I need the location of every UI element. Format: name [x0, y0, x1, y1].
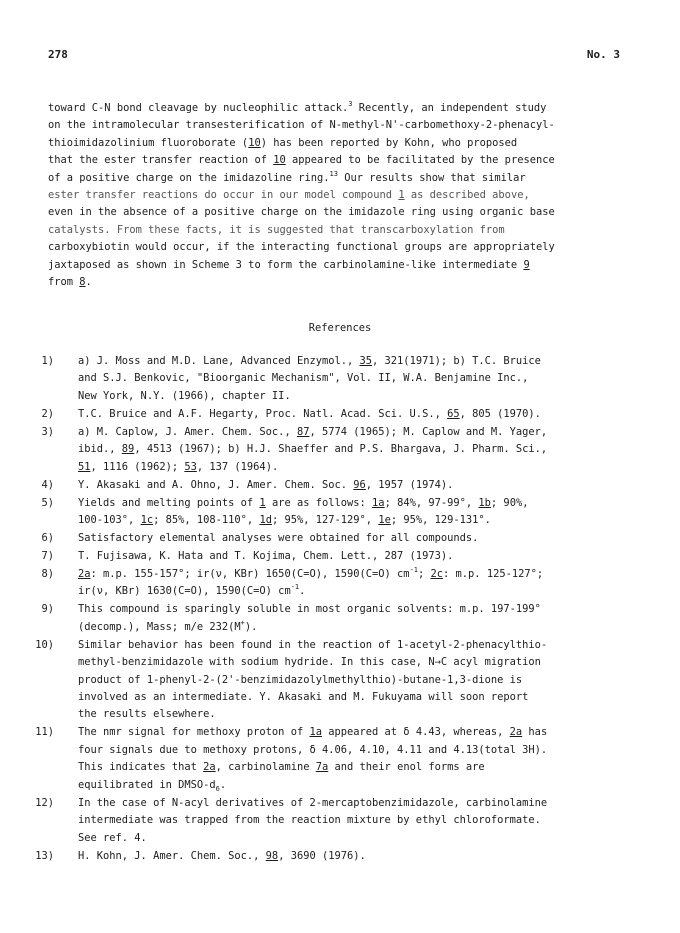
- text-segment: , 4513 (1967); b) H.J. Shaeffer and P.S. Bhargava, J. Pharm. Sci.,: [134, 443, 548, 456]
- reference-item: [28, 548, 648, 565]
- reference-line: [78, 601, 648, 618]
- text-segment: toward C-N bond cleavage by nucleophilic attack.: [48, 102, 349, 114]
- reference-number: 11): [35, 726, 54, 739]
- body-line: [48, 239, 638, 256]
- text-segment: a) M. Caplow, J. Amer. Chem. Soc.,: [78, 425, 297, 438]
- text-segment: four signals due to methoxy protons, δ 4.06, 4.10, 4.11 and 4.13(total 3H).: [78, 743, 548, 756]
- reference-line: [78, 706, 648, 723]
- underlined-text: 2a: [509, 726, 523, 739]
- text-segment: .: [219, 778, 227, 791]
- text-segment: , carbinolamine: [215, 761, 316, 774]
- reference-line: [78, 619, 648, 636]
- body-line: [48, 257, 638, 274]
- references-heading: References: [308, 322, 372, 334]
- reference-line: [78, 637, 648, 654]
- reference-number: 12): [35, 796, 54, 809]
- underlined-text: 2a: [203, 761, 216, 774]
- text-segment: as described above,: [404, 189, 530, 202]
- text-segment: , 1116 (1962);: [90, 460, 185, 473]
- reference-number: 7): [41, 550, 54, 563]
- text-segment: : m.p. 125-127°;: [443, 568, 544, 581]
- text-segment: involved as an intermediate. Y. Akasaki and M. Fukuyama will soon report: [78, 691, 529, 704]
- reference-line: [78, 424, 648, 441]
- reference-line: [78, 777, 648, 794]
- reference-line: [78, 495, 648, 512]
- text-segment: ; 95%, 127-129°,: [271, 514, 379, 527]
- text-segment: T.C. Bruice and A.F. Hegarty, Proc. Natl. Acad. Sci. U.S.,: [78, 407, 448, 420]
- text-segment: ir(ν, KBr) 1630(C=O), 1590(C=O) cm: [78, 585, 291, 598]
- reference-item: [28, 795, 648, 847]
- underlined-text: 1a: [309, 726, 322, 739]
- underlined-text: 1d: [259, 514, 272, 527]
- text-segment: from: [48, 276, 80, 289]
- reference-line: [78, 742, 648, 759]
- superscript: 3: [348, 100, 353, 108]
- underlined-text: 1b: [478, 496, 491, 509]
- reference-number: 10): [35, 638, 54, 651]
- text-segment: , 805 (1970).: [459, 407, 541, 420]
- body-line: [48, 204, 638, 221]
- text-segment: Recently, an independent study: [352, 102, 547, 114]
- text-segment: H. Kohn, J. Amer. Chem. Soc.,: [78, 849, 266, 862]
- superscript: 13: [329, 169, 338, 178]
- body-line: [48, 135, 638, 152]
- reference-line: [78, 459, 648, 476]
- underlined-text: 9: [523, 258, 530, 271]
- text-segment: on the intramolecular transesterification of N-methyl-N'-carbomethoxy-2-phenacyl-: [48, 119, 555, 132]
- reference-line: [78, 512, 648, 529]
- text-segment: Satisfactory elemental analyses were obtained for all compounds.: [78, 532, 479, 545]
- reference-number: 9): [41, 603, 54, 616]
- underlined-text: 8: [79, 276, 86, 289]
- reference-line: [78, 388, 648, 405]
- text-segment: Similar behavior has been found in the reaction of 1-acetyl-2-phenacylthio-: [78, 638, 548, 651]
- underlined-text: 98: [265, 849, 279, 862]
- reference-item: [28, 724, 648, 794]
- reference-line: [78, 353, 648, 370]
- text-segment: Y. Akasaki and A. Ohno, J. Amer. Chem. Soc.: [78, 478, 354, 491]
- reference-number: 6): [41, 532, 54, 545]
- text-segment: catalysts. From these facts, it is suggested that transcarboxylation from: [48, 223, 505, 236]
- text-segment: ; 85%, 108-110°,: [153, 514, 260, 527]
- underlined-text: 65: [447, 407, 460, 420]
- text-segment: This indicates that: [78, 761, 204, 774]
- text-segment: of a positive charge on the imidazoline ring.: [48, 171, 330, 184]
- text-segment: ; 84%, 97-99°,: [384, 496, 479, 509]
- text-segment: Yields and melting points of: [78, 496, 260, 509]
- reference-line: [78, 795, 648, 812]
- underlined-text: 1a: [372, 496, 385, 509]
- text-segment: methyl-benzimidazole with sodium hydride. In this case, N→C acyl migration: [78, 656, 541, 669]
- underlined-text: 10: [248, 136, 261, 149]
- reference-line: [78, 477, 648, 494]
- underlined-text: 87: [296, 425, 310, 438]
- text-segment: that the ester transfer reaction of: [48, 154, 274, 167]
- reference-number: 3): [41, 425, 54, 438]
- reference-item: [28, 424, 648, 476]
- reference-line: [78, 548, 648, 565]
- text-segment: are as follows:: [265, 496, 373, 509]
- text-segment: T. Fujisawa, K. Hata and T. Kojima, Chem. Lett., 287 (1973).: [78, 550, 454, 563]
- underlined-text: 1: [259, 496, 266, 509]
- text-segment: This compound is sparingly soluble in most organic solvents: m.p. 197-199°: [78, 603, 541, 616]
- text-segment: appeared at δ 4.43, whereas,: [321, 726, 510, 739]
- text-segment: , 3690 (1976).: [278, 849, 366, 862]
- reference-line: [78, 724, 648, 741]
- body-paragraph: [48, 100, 638, 291]
- body-line: [48, 152, 638, 169]
- reference-line: [78, 583, 648, 600]
- underlined-text: 51: [78, 460, 91, 473]
- body-line: [48, 187, 638, 204]
- reference-number: 1): [41, 355, 54, 367]
- text-segment: 100-103°,: [78, 514, 141, 527]
- reference-line: [78, 848, 648, 865]
- reference-line: [78, 812, 648, 829]
- reference-number: 4): [41, 478, 54, 491]
- underlined-text: 1c: [140, 514, 154, 527]
- superscript: -1: [409, 566, 418, 575]
- reference-item: [28, 477, 648, 494]
- text-segment: carboxybiotin would occur, if the interacting functional groups are appropriately: [48, 241, 555, 254]
- reference-number: 5): [41, 496, 54, 509]
- reference-item: [28, 530, 648, 547]
- text-segment: , 1957 (1974).: [365, 478, 454, 491]
- text-segment: .: [85, 276, 92, 289]
- text-segment: equilibrated in DMSO-d: [78, 778, 216, 791]
- subscript: 6: [215, 784, 220, 793]
- text-segment: product of 1-phenyl-2-(2'-benzimidazolylmethylthio)-butane-1,3-dione is: [78, 673, 523, 686]
- reference-line: [78, 830, 648, 847]
- underlined-text: 1e: [378, 514, 391, 527]
- superscript: +: [240, 618, 245, 627]
- reference-number: 8): [41, 568, 54, 581]
- text-segment: has: [522, 726, 548, 739]
- text-segment: the results elsewhere.: [78, 708, 216, 721]
- text-segment: : m.p. 155-157°; ir(ν, KBr) 1650(C=O), 1590(C=O) cm: [90, 568, 410, 581]
- text-segment: jaxtaposed as shown in Scheme 3 to form the carbinolamine-like intermediate: [48, 258, 524, 271]
- reference-item: [28, 566, 648, 601]
- text-segment: See ref. 4.: [78, 831, 147, 844]
- text-segment: a) J. Moss and M.D. Lane, Advanced Enzymol.,: [78, 355, 360, 367]
- text-segment: even in the absence of a positive charge on the imidazole ring using organic base: [48, 206, 555, 219]
- underlined-text: 2a: [78, 568, 91, 581]
- body-line: [48, 170, 638, 187]
- reference-line: [78, 672, 648, 689]
- text-segment: ).: [244, 620, 258, 633]
- text-segment: ) has been reported by Kohn, who proposed: [260, 136, 518, 149]
- reference-line: [78, 370, 648, 387]
- page-number: 278: [48, 48, 68, 61]
- underlined-text: 96: [353, 478, 366, 491]
- references-list: [28, 353, 648, 866]
- body-line: [48, 117, 638, 134]
- reference-line: [78, 566, 648, 583]
- text-segment: ibid.,: [78, 443, 122, 456]
- text-segment: thioimidazolinium fluoroborate (: [48, 136, 249, 149]
- reference-item: [28, 637, 648, 724]
- reference-line: [78, 759, 648, 776]
- text-segment: and their enol forms are: [328, 761, 485, 774]
- text-segment: ; 95%, 129-131°.: [390, 514, 491, 527]
- text-segment: (decomp.), Mass; m/e 232(M: [78, 620, 241, 633]
- text-segment: Our results show that similar: [337, 171, 526, 184]
- underlined-text: 35: [359, 355, 373, 367]
- reference-line: [78, 654, 648, 671]
- superscript: -1: [290, 583, 300, 592]
- reference-line: [78, 406, 648, 423]
- reference-line: [78, 530, 648, 547]
- reference-number: 13): [35, 849, 54, 862]
- page-header: [48, 48, 620, 64]
- reference-item: [28, 601, 648, 636]
- text-segment: , 321(1971); b) T.C. Bruice: [372, 355, 541, 367]
- reference-item: [28, 848, 648, 865]
- reference-item: [28, 495, 648, 530]
- underlined-text: 2c: [430, 568, 444, 581]
- text-segment: intermediate was trapped from the reaction mixture by ethyl chloroformate.: [78, 814, 541, 827]
- underlined-text: 10: [273, 154, 286, 167]
- body-line: [48, 222, 638, 239]
- body-line: [48, 100, 638, 117]
- text-segment: New York, N.Y. (1966), chapter II.: [78, 389, 291, 402]
- text-segment: and S.J. Benkovic, "Bioorganic Mechanism", Vol. II, W.A. Benjamine Inc.,: [78, 372, 529, 385]
- issue-number: No. 3: [586, 48, 620, 61]
- underlined-text: 7a: [315, 761, 329, 774]
- reference-line: [78, 441, 648, 458]
- reference-number: 2): [41, 407, 54, 420]
- text-segment: appeared to be facilitated by the presence: [285, 154, 555, 167]
- underlined-text: 1: [398, 189, 405, 202]
- text-segment: ;: [418, 568, 431, 581]
- text-segment: ester transfer reactions do occur in our model compound: [48, 189, 399, 202]
- text-segment: , 5774 (1965); M. Caplow and M. Yager,: [309, 425, 548, 438]
- text-segment: In the case of N-acyl derivatives of 2-mercaptobenzimidazole, carbinolamine: [78, 796, 548, 809]
- text-segment: .: [299, 585, 306, 598]
- reference-item: [28, 406, 648, 423]
- reference-item: [28, 353, 648, 405]
- text-segment: ; 90%,: [490, 496, 529, 509]
- reference-line: [78, 689, 648, 706]
- underlined-text: 89: [121, 443, 135, 456]
- text-segment: , 137 (1964).: [196, 460, 279, 473]
- underlined-text: 53: [184, 460, 197, 473]
- text-segment: The nmr signal for methoxy proton of: [78, 726, 310, 739]
- body-line: [48, 274, 638, 291]
